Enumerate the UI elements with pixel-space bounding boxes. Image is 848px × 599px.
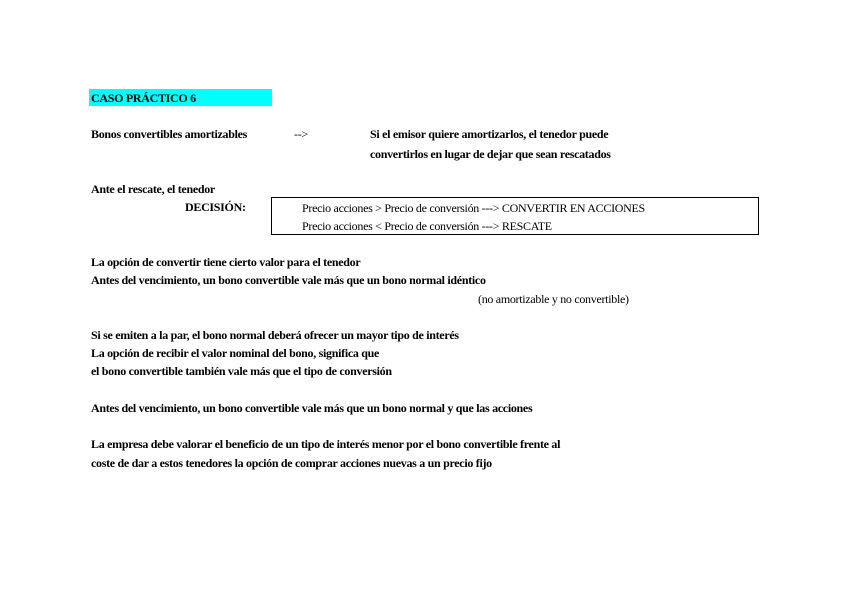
- decision-label: DECISIÓN:: [185, 200, 246, 214]
- option-value-note: (no amortizable y no convertible): [478, 292, 629, 306]
- intro-note-line2: convertirlos en lugar de dejar que sean rescatados: [370, 147, 611, 161]
- intro-label: Bonos convertibles amortizables: [91, 127, 248, 141]
- decision-option-rescue: Precio acciones < Precio de conversión ---> RESCATE: [302, 219, 552, 233]
- option-value-line1: La opción de convertir tiene cierto valor para el tenedor: [91, 255, 361, 269]
- company-line1: La empresa debe valorar el beneficio de un tipo de interés menor por el bono convertible frente al: [91, 437, 561, 451]
- intro-arrow: -->: [294, 127, 308, 141]
- option-value-line2: Antes del vencimiento, un bono convertible vale más que un bono normal idéntico: [91, 273, 486, 287]
- par-line2: La opción de recibir el valor nominal del bono, significa que: [91, 346, 380, 360]
- par-line1: Si se emiten a la par, el bono normal deberá ofrecer un mayor tipo de interés: [91, 328, 459, 342]
- company-line2: coste de dar a estos tenedores la opción de comprar acciones nuevas a un precio fijo: [91, 456, 492, 470]
- decision-option-convert: Precio acciones > Precio de conversión ---> CONVERTIR EN ACCIONES: [302, 201, 645, 215]
- maturity-line1: Antes del vencimiento, un bono convertible vale más que un bono normal y que las acciones: [91, 401, 533, 415]
- page-title: CASO PRÁCTICO 6: [91, 91, 196, 105]
- rescue-heading: Ante el rescate, el tenedor: [91, 182, 215, 196]
- par-line3: el bono convertible también vale más que el tipo de conversión: [91, 364, 392, 378]
- intro-note-line1: Si el emisor quiere amortizarlos, el tenedor puede: [370, 127, 609, 141]
